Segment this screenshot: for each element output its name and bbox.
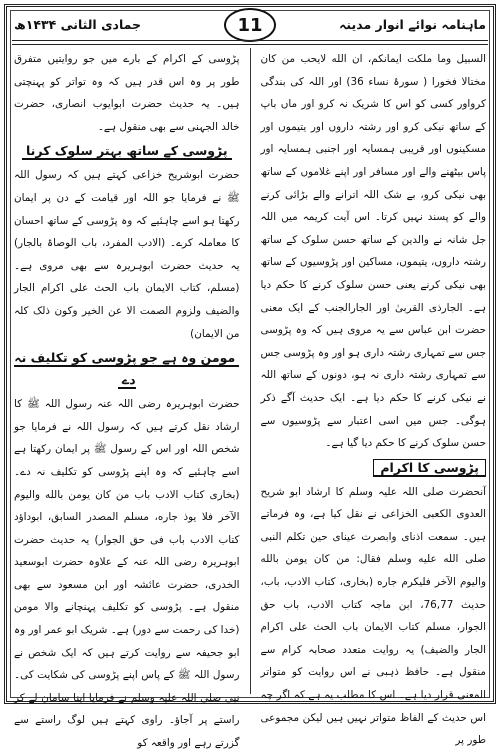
article-columns xyxy=(14,48,486,750)
magazine-title: ماہنامہ نوائے انوار مدینہ xyxy=(339,16,486,32)
section-heading-good-conduct: پڑوسی کے ساتھ بہتر سلوک کرنا xyxy=(14,140,240,162)
left-column xyxy=(14,48,240,750)
left-column-paragraph-1: پڑوسی کے اکرام کے بارے میں جو روایتیں متفرق طور پر وہ اس قدر ہیں کہ وہ تواتر کو پہنچتی ہیں۔ یہ حدیث حضرت ابوایوب انصاری، حضرت خالد الجہنی سے بھی منقول ہے۔ xyxy=(14,53,240,133)
right-column-paragraph-2: آنحضرت صلی اللہ علیہ وسلم کا ارشاد ابو شریح العدوی الکعبی الخزاعی نے نقل کیا ہے، وہ فرماتے ہیں۔ سمعت اذنای وابصرت عینای حین تکلم النبی صلی الله علیه وسلم فقال: من کان یومن بالله والیوم الآخر فلیکرم جاره (بخاری، کتاب الادب، باب، حدیث 76,77، ابن ماجہ کتاب الادب، باب حق الجوار، مسلم کتاب الایمان باب الحث علی اکرام الجار والضیف) یہ روایت متعدد صحابہ کرام سے منقول ہے۔ حافظ ذہبی نے اس روایت کو متواتر المعنی قرار دیا ہے۔ اس کا مطلب یہ ہے کہ اگر چہ اس حدیث کے الفاظ متواتر نہیں ہیں لیکن مجموعی طور پر xyxy=(260,485,486,747)
section-heading-believer: مومن وہ ہے جو پڑوسی کو تکلیف نہ دے xyxy=(14,347,240,391)
right-column-paragraph-1: السبيل وما ملكت ايمانكم، ان الله لايحب من كان مختالا فخورا ( سورۂ نساء 36) اور اللہ کی بندگی کرواور کسی کو اس کا شریک نہ کرو اور ماں باپ کے ساتھ نیکی کرو اور رشتہ داروں اور یتیموں اور مسکینوں اور قریبی ہمسایہ اور اجنبی ہمسایہ اور پاس بیٹھنے والے اور مسافر اور اپنے غلاموں کے ساتھ بھی نیکی کرو، بے شک اللہ اترانے والے بڑائی کرنے والے کو پسند نہیں کرتا۔ اس آیت کریمہ میں اللہ جل شانہ نے والدین کے ساتھ حسن سلوک کے ساتھ رشتہ داروں، یتیموں، مساکین اور پڑوسیوں کے ساتھ بھی نیکی کرنے یعنی حسن سلوک کرنے کا حکم دیا ہے۔ الجارذی القربیٰ اور الجارالجنب کے ایک معنی حضرت ابن عباس سے یہ مروی ہیں کہ وہ پڑوسی جس سے تمہاری رشتہ داری ہو اور وہ پڑوسی جس سے تمہاری رشتہ داری نہ ہو، دونوں کے ساتھ اللہ نے نیکی کرنے کا حکم دیا ہے۔ ایک حدیث آگے ذکر ہوگی۔ جس میں اسی اعتبار سے پڑوسیوں سے حسن سلوک کرنے کا حکم دیا گیا ہے۔ xyxy=(260,53,486,450)
left-column-paragraph-2: حضرت ابوشریح خزاعی کہتے ہیں کہ رسول اللہ ﷺ نے فرمایا جو اللہ اور قیامت کے دن پر ایمان رکھتا ہو اسے چاہئیے کہ وہ پڑوسی کے ساتھ احسان کا معاملہ کرے۔ (الادب المفرد، باب الوصاۃ بالجار) یہ حدیث حضرت ابوہریرہ سے بھی مروی ہے۔ (مسلم، کتاب الایمان باب الحث علی اکرام الجار والضیف ولزوم الصمت الا عن الخیر وکون ذلک کلہ من الایمان) xyxy=(14,169,240,340)
section-heading-neighbour-honour: پڑوسی کا اکرام xyxy=(261,457,487,479)
issue-date: جمادی الثانی ۱۴۳۴ھ xyxy=(14,16,142,32)
left-column-paragraph-3: حضرت ابوہریرہ رضی اللہ عنہ رسول اللہ ﷺ کا ارشاد نقل کرتے ہیں کہ رسول اللہ نے فرمایا جو شخص اللہ اور اس کے رسول ﷺ پر ایمان رکھتا ہے اسے چاہئیے کہ وہ اپنے پڑوسی کو تکلیف نہ دے۔ (بخاری کتاب الادب باب من کان یومن بالله والیوم الآخر فلا یوذ جاره، مسلم المصدر السابق، ابوداؤد کتاب الادب باب فی حق الجوار) یہ حدیث حضرت ابوہریرہ رضی اللہ عنہ کے علاوہ حضرت ابوسعید الخدری، حضرت عائشہ اور ابن مسعود سے بھی منقول ہے۔ پڑوسی کو تکلیف پہنچانے والا مومن (خدا کی رحمت سے دور) ہے۔ شریک ابو عمر اور وہ ابو جحیفہ سے روایت کرتے ہیں کہ ایک شخص نے رسول اللہ ﷺ کے پاس اپنے پڑوسی کی شکایت کی۔ نبی صلی اللہ علیہ وسلم نے فرمایا اپنا سامان لے کر راستے پر آجاؤ۔ راوی کہتے ہیں لوگ راستے سے گزرتے رہے اور واقعہ کو xyxy=(14,398,240,750)
page-number: 11 xyxy=(224,8,276,42)
header-rule xyxy=(12,40,488,45)
column-divider xyxy=(250,48,251,694)
right-column xyxy=(260,48,487,747)
